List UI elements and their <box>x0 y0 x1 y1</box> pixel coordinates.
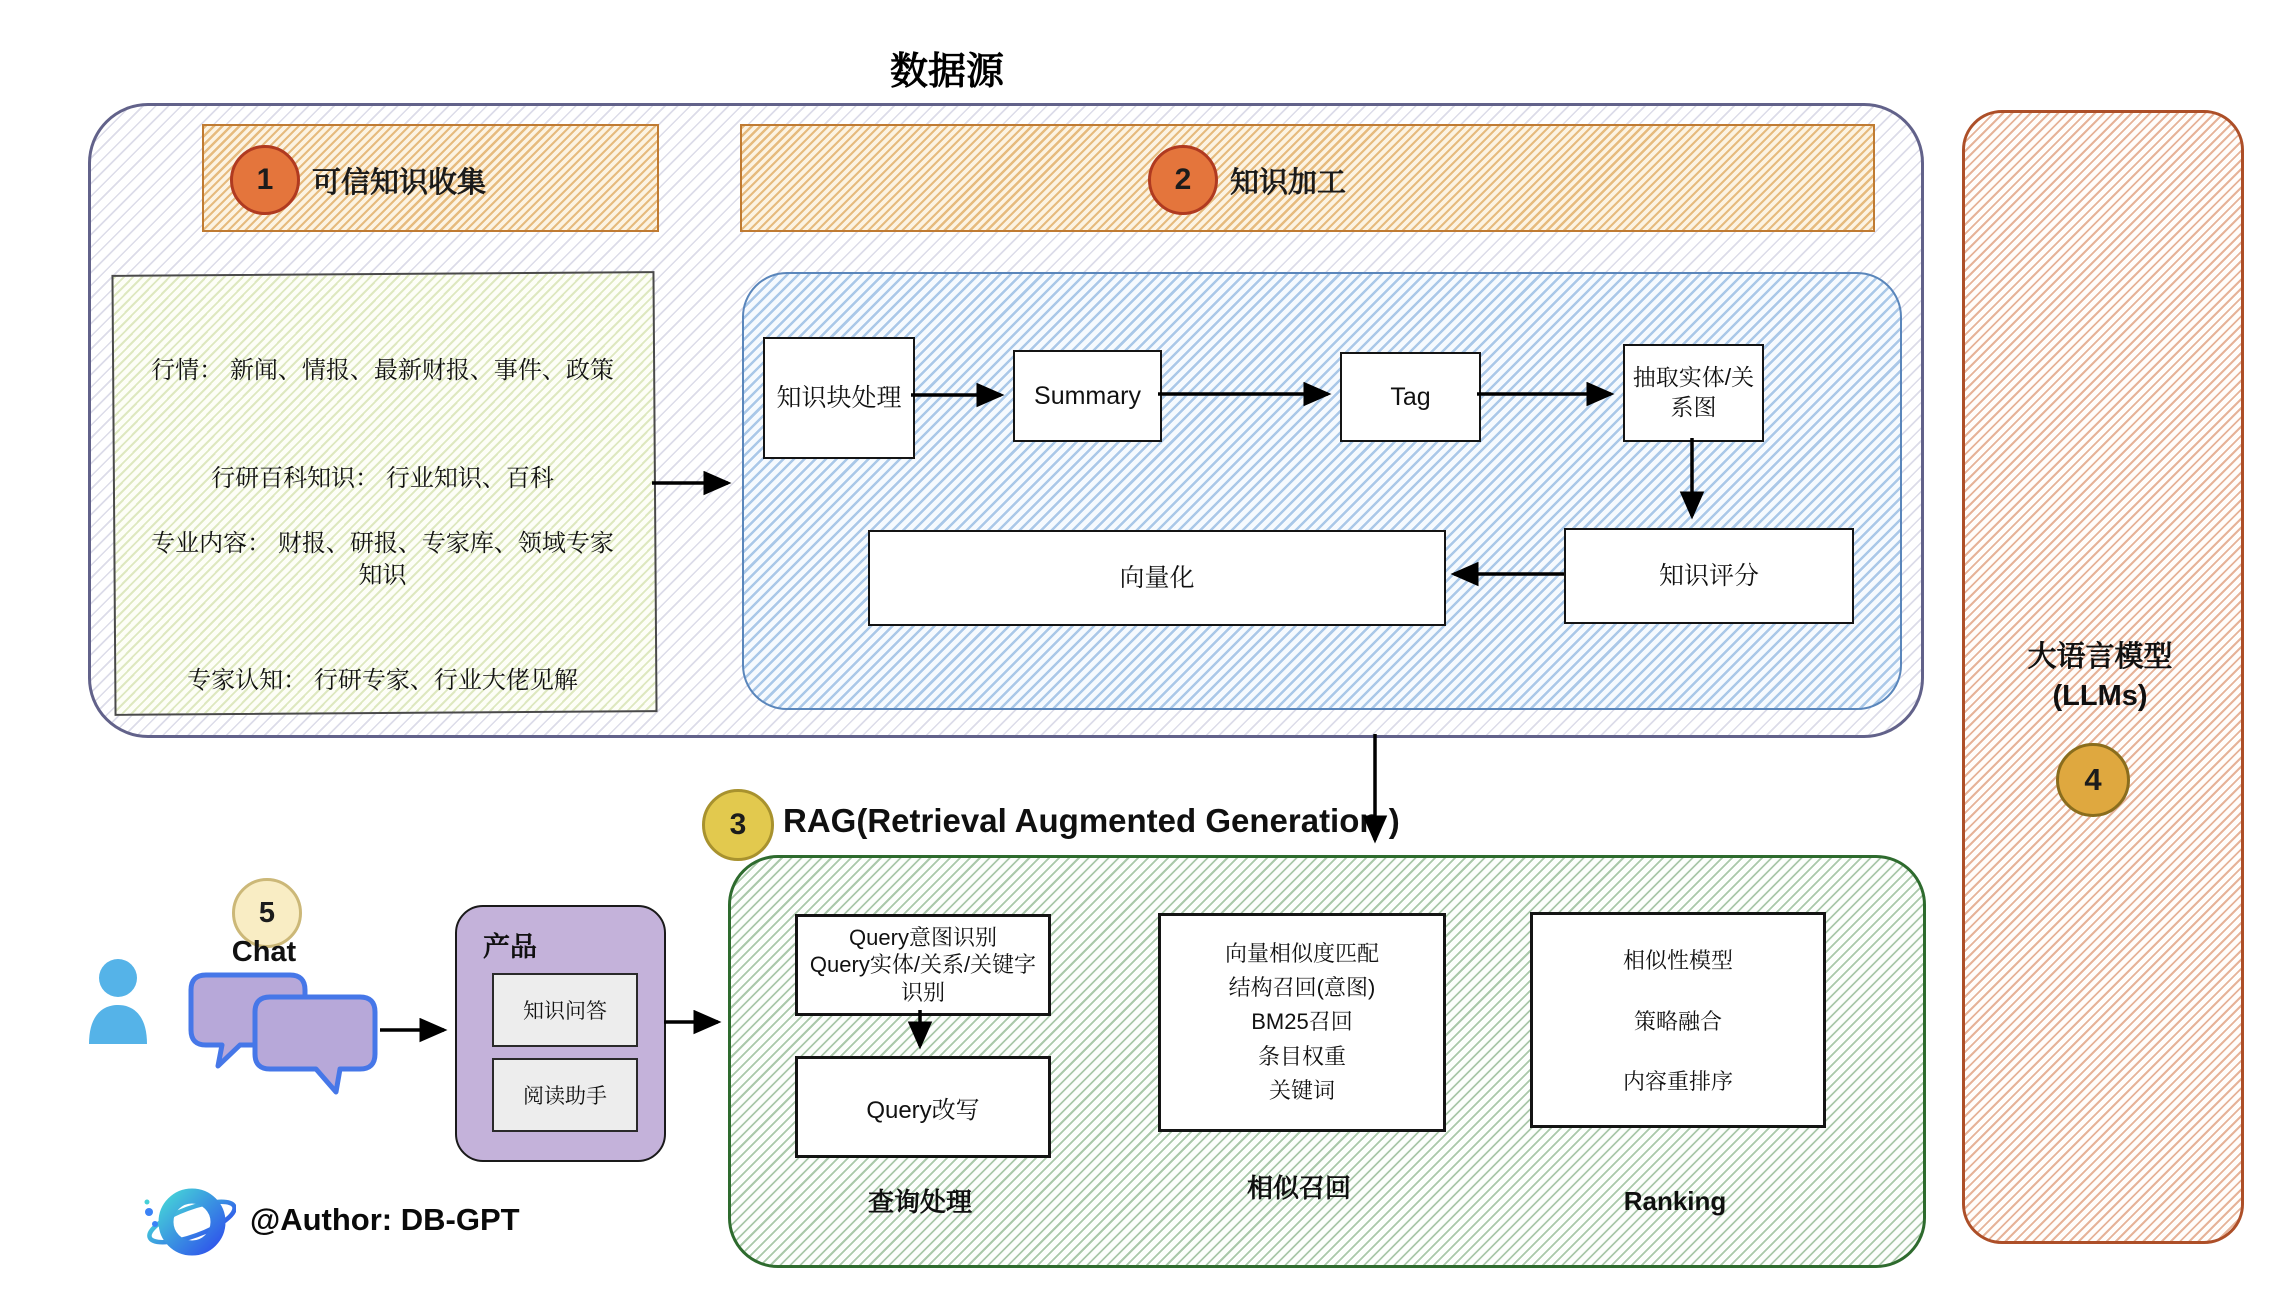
llm-title-line2: (LLMs) <box>2052 680 2148 713</box>
llm-title-line1: 大语言模型 <box>2027 641 2173 673</box>
rag-heading: RAG(Retrieval Augmented Generation ) <box>783 802 1400 839</box>
node-extract-entity-graph: 抽取实体/关系图 <box>1623 344 1764 442</box>
person-icon <box>86 958 150 1044</box>
step-5-badge: 5 <box>232 878 302 948</box>
chat-bubble-front-icon <box>252 994 378 1096</box>
source-line-expert: 专家认知： 行研专家、行业大佬见解 <box>187 667 578 694</box>
source-line-wiki: 行研百科知识： 行业知识、百科 <box>211 465 554 492</box>
node-knowledge-score: 知识评分 <box>1564 528 1854 624</box>
query-analysis-line: 识别 <box>900 979 945 1005</box>
query-processing-label: 查询处理 <box>867 1187 972 1217</box>
ranking-line: 内容重排序 <box>1622 1068 1733 1094</box>
product-item-reading: 阅读助手 <box>492 1058 638 1132</box>
chat-label: Chat <box>231 936 297 968</box>
source-line-market: 行情： 新闻、情报、最新财报、事件、政策 <box>151 357 614 384</box>
query-rewrite-box: Query改写 <box>795 1056 1051 1158</box>
node-tag: Tag <box>1340 352 1481 442</box>
step-1-badge: 1 <box>230 145 300 215</box>
source-line-professional: 专业内容： 财报、研报、专家库、领域专家知识 <box>151 530 614 590</box>
step-2-badge: 2 <box>1148 145 1218 215</box>
similarity-recall-label: 相似召回 <box>1246 1173 1351 1203</box>
recall-line: BM25召回 <box>1251 1009 1353 1035</box>
knowledge-sources-box <box>111 271 657 716</box>
node-summary: Summary <box>1013 350 1162 442</box>
step-4-badge: 4 <box>2056 743 2130 817</box>
node-vectorize: 向量化 <box>868 530 1446 626</box>
author-credit: @Author: DB-GPT <box>250 1202 520 1237</box>
db-gpt-logo-icon <box>140 1176 236 1264</box>
process-banner-label: 知识加工 <box>1230 167 1347 199</box>
recall-line: 结构召回(意图) <box>1228 975 1376 1001</box>
node-chunk-processing: 知识块处理 <box>763 337 915 459</box>
recall-line: 向量相似度匹配 <box>1224 941 1379 967</box>
query-analysis-line: Query意图识别 <box>849 924 997 950</box>
knowledge-processing-box <box>742 272 1902 710</box>
query-analysis-line: Query实体/关系/关键字 <box>809 952 1037 978</box>
ranking-label: Ranking <box>1623 1186 1727 1216</box>
recall-line: 条目权重 <box>1257 1043 1346 1069</box>
page-title: 数据源 <box>889 51 1004 93</box>
ranking-line: 策略融合 <box>1633 1008 1722 1034</box>
query-analysis-box <box>795 914 1051 1016</box>
ranking-line: 相似性模型 <box>1622 948 1733 974</box>
ranking-box <box>1530 912 1826 1128</box>
product-item-qa: 知识问答 <box>492 973 638 1047</box>
step-3-badge: 3 <box>702 789 774 861</box>
llm-title <box>1962 638 2238 716</box>
similarity-recall-box <box>1158 913 1446 1132</box>
recall-line: 关键词 <box>1268 1077 1335 1103</box>
collect-banner-label: 可信知识收集 <box>312 167 487 199</box>
product-title: 产品 <box>483 932 537 962</box>
